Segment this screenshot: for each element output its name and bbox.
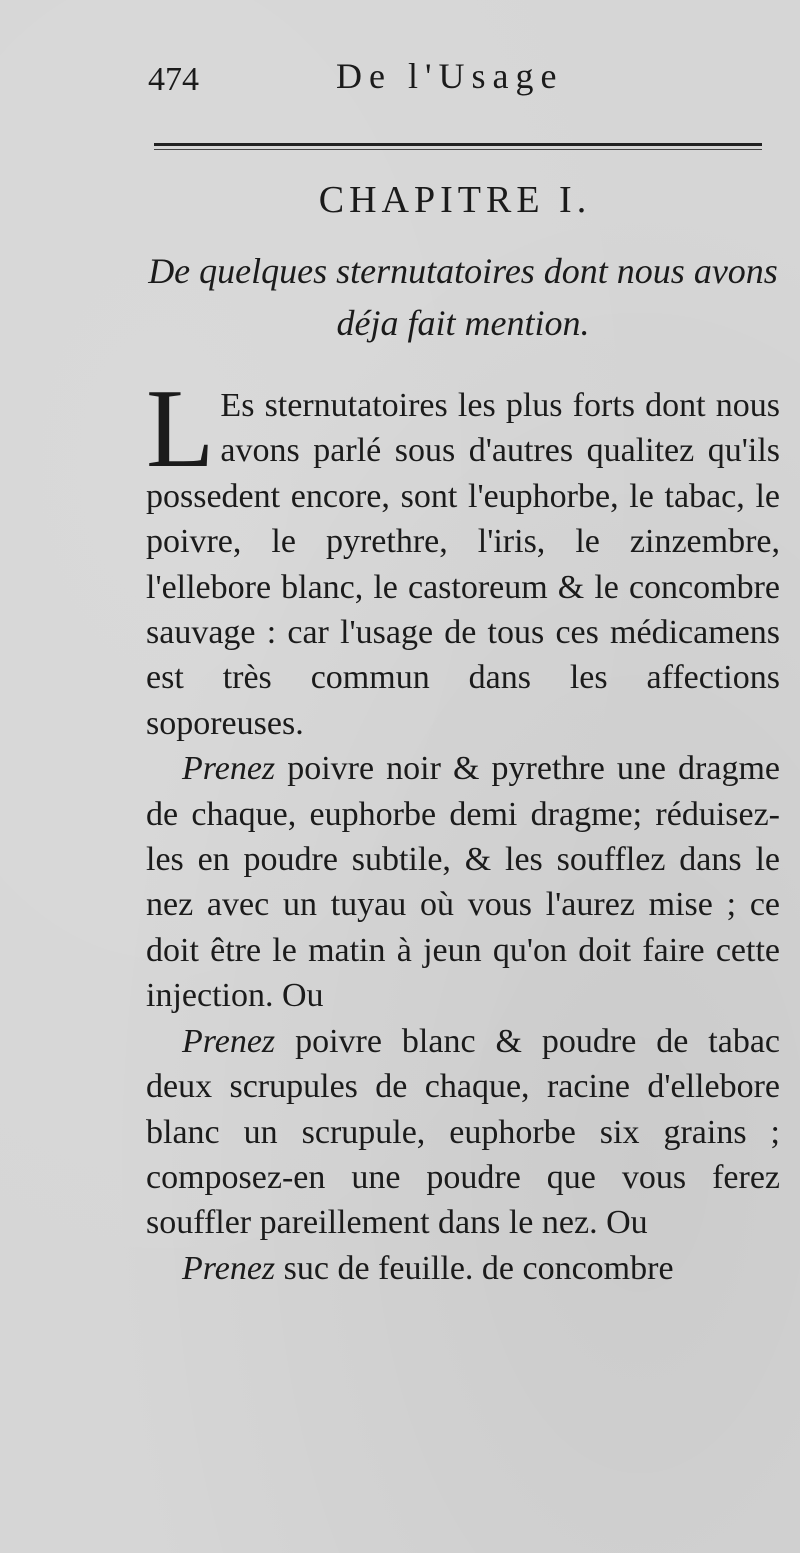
header-rule-thin: [154, 149, 762, 150]
paragraph-1: [146, 367, 780, 746]
paragraph-4: [146, 1246, 780, 1291]
paragraph-3-text: poivre blanc & poudre de tabac deux scrupules de chaque, racine d'ellebore blanc un scrupule, euphorbe six grains ; composez-en une poudre que vous ferez souffler pareillement dans le nez. Ou: [146, 1022, 780, 1242]
chapter-title: CHAPITRE I.: [318, 179, 592, 221]
page-number: 474: [148, 61, 199, 98]
paragraph-3: [146, 1019, 780, 1246]
paragraph-4-lead: Prenez: [182, 1249, 276, 1287]
paragraph-2: [146, 746, 780, 1018]
drop-cap: L: [146, 367, 215, 491]
paragraph-2-text: poivre noir & pyrethre une dragme de chaque, euphorbe demi dragme; réduisez-les en poudre subtile, & les soufflez dans le nez avec un tuyau où vous l'aurez mise ; ce doit être le matin à jeun qu'on doit faire cette injection. Ou: [146, 750, 780, 1015]
header-rule: [154, 143, 762, 146]
running-head: [148, 55, 768, 115]
paragraph-4-text: suc de feuille. de concombre: [275, 1249, 674, 1287]
paragraph-2-lead: Prenez: [182, 750, 276, 788]
running-title: De l'Usage: [336, 56, 564, 96]
paragraph-1-text: Es sternutatoires les plus forts dont nous avons parlé sous d'autres qualitez qu'ils possedent encore, sont l'euphorbe, le tabac, le poivre, le pyrethre, l'iris, le zinzembre, l'ellebore blanc, le castoreum & le concombre sauvage : car l'usage de tous ces médicamens est très commun dans les affections soporeuses.: [146, 387, 780, 742]
paragraph-3-lead: Prenez: [182, 1022, 276, 1060]
body-text: [146, 367, 780, 1291]
chapter-subtitle: De quelques sternutatoires dont nous avons déja fait mention.: [148, 251, 778, 343]
